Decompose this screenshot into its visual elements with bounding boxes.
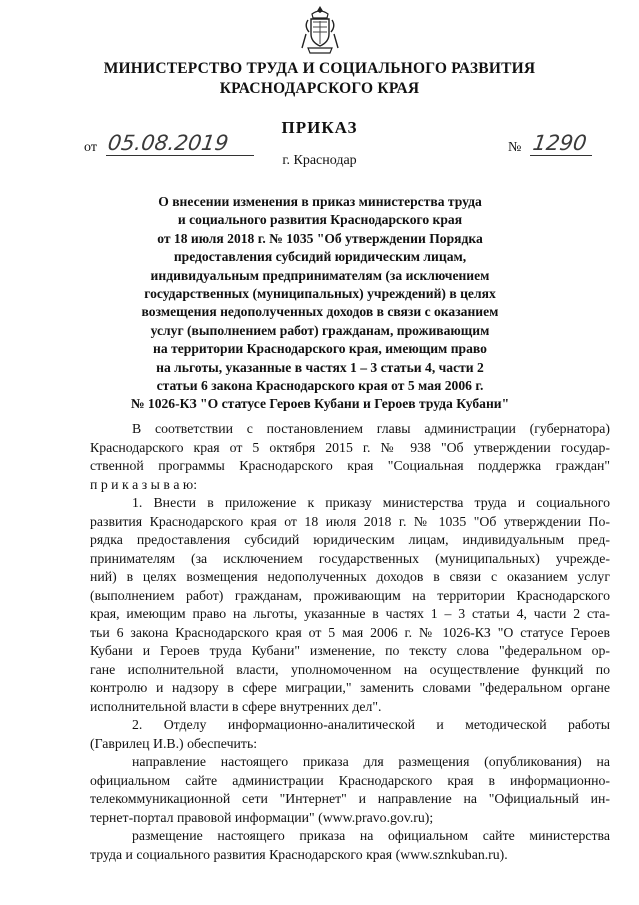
ministry-name-line2: КРАСНОДАРСКОГО КРАЯ bbox=[219, 80, 420, 97]
body-line: контролю и надзору в сфере миграции," заменить словами "федеральном органе bbox=[90, 680, 610, 695]
body-line: (выполнением работ) гражданам, проживающим на территории Краснодарского bbox=[90, 587, 610, 603]
heading-line: индивидуальным предпринимателям (за исключением bbox=[150, 267, 490, 283]
number-label: № bbox=[508, 140, 522, 155]
body-line: исполнительной власти в сфере внутренних дел". bbox=[90, 698, 382, 714]
heading-line: на льготы, указанные в частях 1 – 3 статьи 4, части 2 bbox=[156, 359, 484, 375]
date-label: от bbox=[84, 140, 97, 155]
body-line: труда и социального развития Краснодарского края (www.sznkuban.ru). bbox=[90, 846, 508, 862]
date-value: 05.08.2019 bbox=[106, 131, 230, 155]
body-line: Краснодарского края от 5 октября 2015 г. № 938 "Об утверждении государ- bbox=[90, 439, 610, 455]
body-line: ний) в целях возмещения недополученных доходов в связи с оказанием услуг bbox=[90, 569, 610, 584]
order-heading bbox=[100, 193, 540, 414]
body-line: ственной программы Краснодарского края "Социальная поддержка граждан" bbox=[90, 458, 610, 473]
body-line: п р и к а з ы в а ю: bbox=[90, 476, 198, 492]
body-line: гане исполнительной власти, уполномоченном на осуществление функций по bbox=[90, 661, 610, 677]
body-line: официальном сайте администрации Краснодарского края в информационно- bbox=[90, 772, 610, 788]
body-line: тернет-портал правовой информации" (www.pravo.gov.ru); bbox=[90, 809, 434, 825]
heading-line: и социального развития Краснодарского края bbox=[177, 212, 463, 228]
heading-line: статьи 6 закона Краснодарского края от 5 мая 2006 г. bbox=[156, 378, 484, 394]
coat-of-arms-icon bbox=[300, 4, 340, 56]
body-line: края, имеющим право на льготы, указанные в частях 1 – 3 статьи 4, части 2 ста- bbox=[90, 606, 610, 621]
number-value: 1290 bbox=[531, 131, 589, 155]
city: г. Краснодар bbox=[282, 153, 357, 168]
body-line: 2. Отделу информационно-аналитической и методической работы bbox=[132, 717, 610, 732]
body-line: Кубани и Героев труда Кубани" изменение, по тексту слова "федеральном ор- bbox=[90, 643, 610, 658]
body-line: телекоммуникационной сети "Интернет" и направление на "Официальный ин- bbox=[90, 791, 610, 806]
ministry-name-line1: МИНИСТЕРСТВО ТРУДА И СОЦИАЛЬНОГО РАЗВИТИЯ bbox=[103, 60, 536, 77]
heading-line: на территории Краснодарского края, имеющим право bbox=[153, 341, 487, 357]
heading-line: № 1026-КЗ "О статусе Героев Кубани и Героев труда Кубани" bbox=[130, 396, 510, 412]
body-line: (Гаврилец И.В.) обеспечить: bbox=[90, 735, 258, 751]
body-line: рядка предоставления субсидий юридическим лицам, индивидуальным пред- bbox=[90, 532, 610, 547]
body-line: размещение настоящего приказа на официальном сайте министерства bbox=[132, 828, 610, 843]
heading-line: возмещения недополученных доходов в связи с оказанием bbox=[141, 304, 499, 320]
document-title: ПРИКАЗ bbox=[281, 118, 358, 137]
heading-line: услуг (выполнением работ) гражданам, проживающим bbox=[150, 322, 490, 338]
heading-line: предоставления субсидий юридическим лицам, bbox=[173, 249, 467, 265]
heading-line: О внесении изменения в приказ министерства труда bbox=[158, 194, 482, 209]
body-line: тьи 6 закона Краснодарского края от 5 мая 2006 г. № 1026-КЗ "О статусе Героев bbox=[90, 624, 610, 640]
body-line: развития Краснодарского края от 18 июля 2018 г. № 1035 "Об утверждении По- bbox=[90, 513, 610, 529]
body-line: направление настоящего приказа для размещения (опубликования) на bbox=[132, 754, 610, 769]
body-line: В соответствии с постановлением главы администрации (губернатора) bbox=[132, 421, 610, 436]
body-line: принимателям (за исключением государственных (муниципальных) учрежде- bbox=[90, 550, 610, 566]
body-line: 1. Внести в приложение к приказу министерства труда и социального bbox=[132, 495, 610, 510]
heading-line: от 18 июля 2018 г. № 1035 "Об утверждении Порядка bbox=[157, 230, 483, 246]
heading-line: государственных (муниципальных) учреждений) в целях bbox=[144, 286, 496, 302]
order-body bbox=[90, 420, 610, 864]
